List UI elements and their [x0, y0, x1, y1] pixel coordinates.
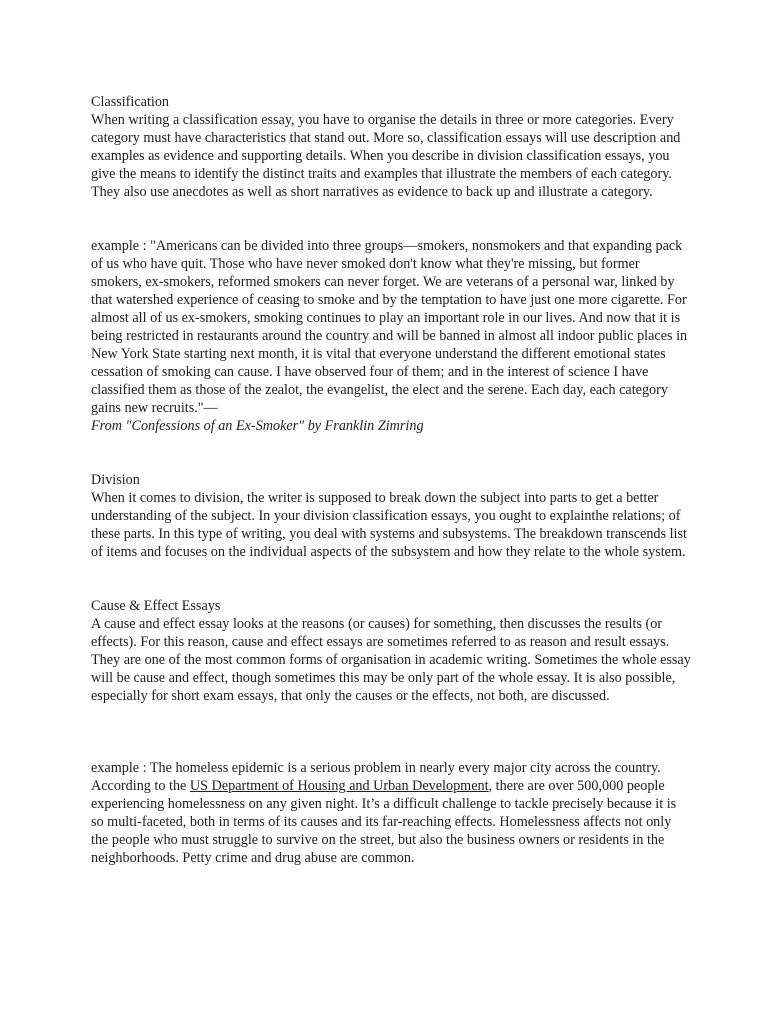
example-citation: From "Confessions of an Ex-Smoker" by Franklin Zimring: [91, 418, 424, 434]
spacer: [91, 435, 691, 471]
spacer: [91, 201, 691, 237]
cause-effect-paragraph: A cause and effect essay looks at the reasons (or causes) for something, then discusses the results (or effects). For this reason, cause and effect essays are sometimes referred to as reason and result essays. They are one of the most common forms of organisation in academic writing. Sometimes the whole essay will be cause and effect, though sometimes this may be only part of the whole essay. It is also possible, especially for short exam essays, that only the causes or the effects, not both, are discussed.: [91, 616, 691, 704]
hud-link[interactable]: US Department of Housing and Urban Development: [189, 778, 489, 794]
division-section: [91, 471, 691, 561]
spacer: [91, 561, 691, 597]
cause-effect-example: [91, 759, 691, 867]
cause-effect-section: [91, 597, 691, 705]
document-body: [91, 93, 691, 867]
division-paragraph: When it comes to division, the writer is supposed to break down the subject into parts to get a better understanding of the subject. In your division classification essays, you ought to explainthe relations; of these parts. In this type of writing, you deal with systems and subsystems. The breakdown transcends list of items and focuses on the individual aspects of the subsystem and how they relate to the whole system.: [91, 490, 687, 560]
classification-example-text: example : "Americans can be divided into three groups—smokers, nonsmokers and that expanding pack of us who have quit. Those who have never smoked don't know what they're missing, but former smokers, ex-smokers, reformed smokers can never forget. We are veterans of a personal war, linked by that watershed experience of ceasing to smoke and by the temptation to have just one more cigarette. For almost all of us ex-smokers, smoking continues to play an important role in our lives. And now that it is being restricted in restaurants around the country and will be banned in almost all indoor public places in New York State starting next month, it is vital that everyone understand the different emotional states cessation of smoking can cause. I have observed four of them; and in the interest of science I have classified them as those of the zealot, the evangelist, the elect and the serene. Each day, each category gains new recruits."—: [91, 238, 688, 416]
classification-heading: Classification: [91, 94, 170, 110]
classification-example: [91, 237, 691, 435]
classification-paragraph: When writing a classification essay, you have to organise the details in three or more categories. Every category must have characteristics that stand out. More so, classification essays will use description and examples as evidence and supporting details. When you describe in division classification essays, you give the means to identify the distinct traits and examples that illustrate the members of each category. They also use anecdotes as well as short narratives as evidence to back up and illustrate a category.: [91, 112, 681, 200]
cause-effect-example-text: [91, 759, 691, 867]
division-heading: Division: [91, 472, 140, 488]
cause-effect-heading: Cause & Effect Essays: [91, 598, 221, 614]
classification-section: [91, 93, 691, 201]
example-text-before-link: example : The homeless epidemic is a serious problem in nearly every major city across the country. According to the: [91, 760, 661, 794]
spacer: [91, 705, 691, 759]
example-text-after-link: , there are over 500,000 people experiencing homelessness on any given night. It’s a difficult challenge to tackle precisely because it is so multi-faceted, both in terms of its causes and its far-reaching effects. Homelessness affects not only the people who must struggle to survive on the street, but also the business owners or residents in the neighborhoods. Petty crime and drug abuse are common.: [91, 778, 677, 866]
